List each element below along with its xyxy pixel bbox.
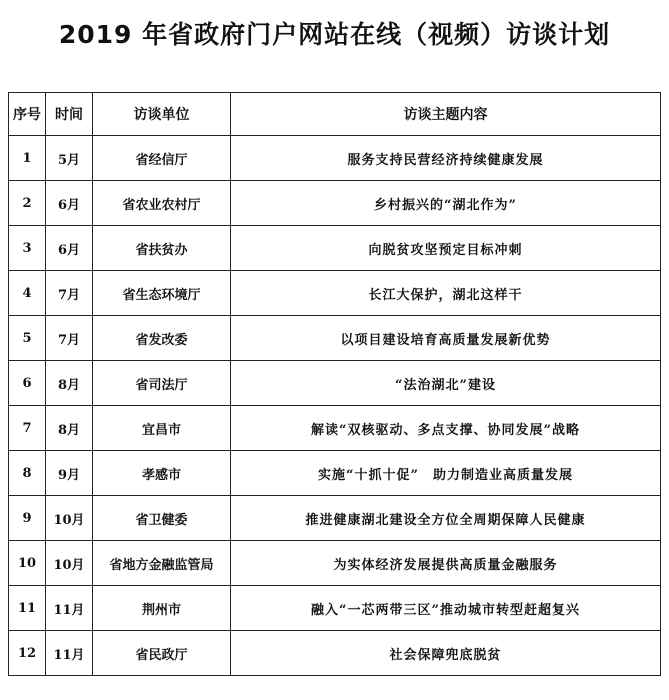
table-row — [9, 406, 661, 451]
document-title: 2019 年省政府门户网站在线（视频）访谈计划 — [58, 20, 611, 49]
row-time: 8月 — [46, 361, 93, 406]
table-row — [9, 136, 661, 181]
table-row — [9, 361, 661, 406]
row-topic: 以项目建设培育高质量发展新优势 — [231, 316, 661, 361]
row-unit: 省生态环境厅 — [93, 271, 231, 316]
table-row — [9, 451, 661, 496]
row-number: 1 — [9, 136, 46, 181]
row-topic: 实施“十抓十促” 助力制造业高质量发展 — [231, 451, 661, 496]
row-time: 10月 — [46, 541, 93, 586]
row-topic: 融入“一芯两带三区”推动城市转型赶超复兴 — [231, 586, 661, 631]
row-number: 6 — [9, 361, 46, 406]
row-number: 8 — [9, 451, 46, 496]
row-topic: 乡村振兴的“湖北作为” — [231, 181, 661, 226]
row-time: 11月 — [46, 631, 93, 676]
table-header-row — [9, 93, 661, 136]
table-row — [9, 631, 661, 676]
table-row — [9, 586, 661, 631]
table-row — [9, 271, 661, 316]
row-number: 9 — [9, 496, 46, 541]
row-number: 11 — [9, 586, 46, 631]
row-time: 9月 — [46, 451, 93, 496]
row-number: 7 — [9, 406, 46, 451]
header-time: 时间 — [46, 93, 93, 136]
row-number: 4 — [9, 271, 46, 316]
row-unit: 省卫健委 — [93, 496, 231, 541]
table-row — [9, 496, 661, 541]
row-unit: 省农业农村厅 — [93, 181, 231, 226]
table-row — [9, 226, 661, 271]
table-row — [9, 316, 661, 361]
row-time: 7月 — [46, 271, 93, 316]
row-unit: 宜昌市 — [93, 406, 231, 451]
row-number: 2 — [9, 181, 46, 226]
row-unit: 省地方金融监管局 — [93, 541, 231, 586]
row-time: 10月 — [46, 496, 93, 541]
row-time: 11月 — [46, 586, 93, 631]
row-unit: 省经信厅 — [93, 136, 231, 181]
row-unit: 省司法厅 — [93, 361, 231, 406]
row-number: 5 — [9, 316, 46, 361]
row-topic: 向脱贫攻坚预定目标冲刺 — [231, 226, 661, 271]
header-topic: 访谈主题内容 — [231, 93, 661, 136]
row-unit: 孝感市 — [93, 451, 231, 496]
header-unit: 访谈单位 — [93, 93, 231, 136]
row-topic: 服务支持民营经济持续健康发展 — [231, 136, 661, 181]
row-unit: 省发改委 — [93, 316, 231, 361]
row-unit: 荆州市 — [93, 586, 231, 631]
row-number: 10 — [9, 541, 46, 586]
row-time: 7月 — [46, 316, 93, 361]
row-topic: 为实体经济发展提供高质量金融服务 — [231, 541, 661, 586]
interview-plan-table — [8, 92, 661, 676]
row-time: 6月 — [46, 226, 93, 271]
row-topic: 推进健康湖北建设全方位全周期保障人民健康 — [231, 496, 661, 541]
row-number: 12 — [9, 631, 46, 676]
row-topic: 社会保障兜底脱贫 — [231, 631, 661, 676]
header-no: 序号 — [9, 93, 46, 136]
table-row — [9, 181, 661, 226]
row-number: 3 — [9, 226, 46, 271]
table-body — [9, 136, 661, 676]
table-row — [9, 541, 661, 586]
row-unit: 省民政厅 — [93, 631, 231, 676]
row-topic: 解读“双核驱动、多点支撑、协同发展”战略 — [231, 406, 661, 451]
row-time: 8月 — [46, 406, 93, 451]
row-time: 6月 — [46, 181, 93, 226]
row-time: 5月 — [46, 136, 93, 181]
row-topic: “法治湖北”建设 — [231, 361, 661, 406]
row-topic: 长江大保护，湖北这样干 — [231, 271, 661, 316]
row-unit: 省扶贫办 — [93, 226, 231, 271]
